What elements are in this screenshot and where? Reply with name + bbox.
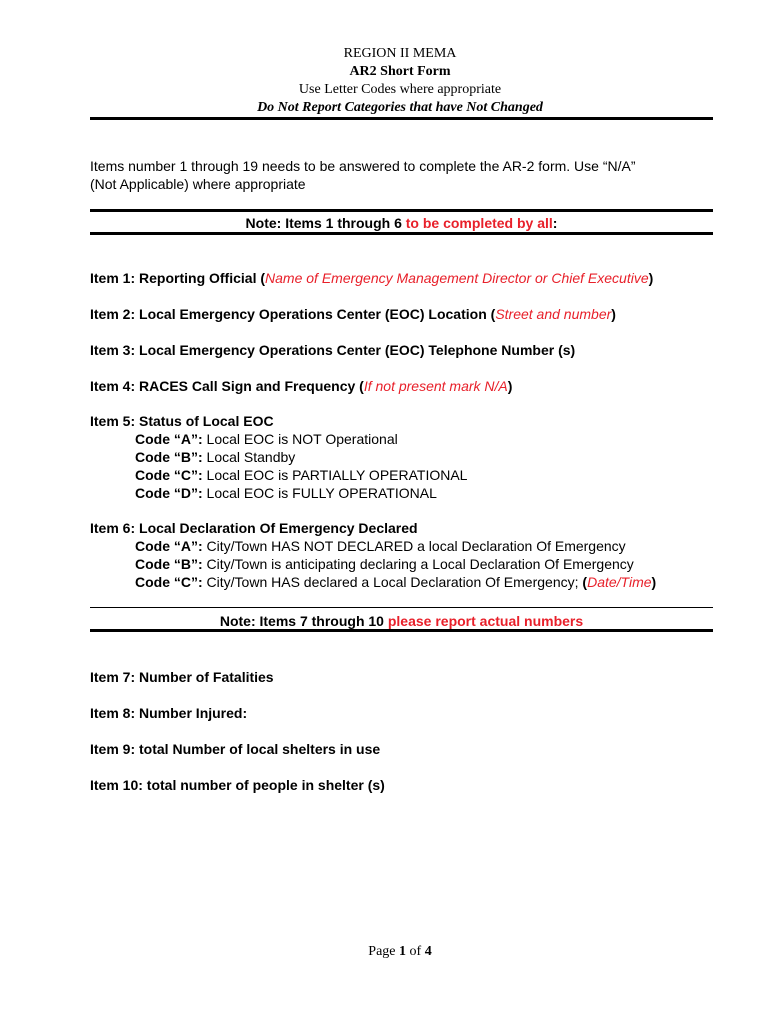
- note2: [90, 612, 713, 630]
- item-1-close: ): [648, 270, 654, 286]
- item-6-code-a: [90, 537, 656, 555]
- item-1-hint: Name of Emergency Management Director or Chief Executive: [265, 270, 649, 286]
- code-letter: Code “D”:: [135, 485, 203, 501]
- item-6-code-c: [90, 573, 656, 591]
- item-2: [90, 305, 616, 323]
- item-5-code-a: [90, 430, 467, 448]
- note1-bottom-divider: [90, 232, 713, 235]
- page-word: Page: [368, 944, 400, 959]
- note2-top-divider: [90, 607, 713, 608]
- code-text: City/Town is anticipating declaring a Local Declaration Of Emergency: [202, 556, 634, 572]
- note1-top-divider: [90, 209, 713, 212]
- code-text: Local EOC is FULLY OPERATIONAL: [202, 485, 437, 501]
- note1-highlight: to be completed by all: [405, 215, 553, 231]
- page-number: 1: [399, 944, 407, 959]
- item-5-code-c: [90, 466, 467, 484]
- item-10: Item 10: total number of people in shelter (s): [90, 777, 385, 793]
- page-total: 4: [424, 944, 432, 959]
- note1-prefix: Note: Items 1 through 6: [245, 215, 406, 231]
- item-4: [90, 377, 512, 395]
- header-warning: Do Not Report Categories that have Not Changed: [257, 100, 543, 115]
- note2-highlight: please report actual numbers: [387, 613, 584, 629]
- item-4-hint: If not present mark N/A: [363, 378, 508, 394]
- item-4-label: Item 4: RACES Call Sign and Frequency (: [90, 378, 364, 394]
- item-5-label: Item 5: Status of Local EOC: [90, 413, 274, 429]
- code-letter: Code “C”:: [135, 467, 203, 483]
- note1: [90, 214, 713, 232]
- item-6: [90, 519, 656, 591]
- item-1: [90, 269, 653, 287]
- code-text: Local Standby: [202, 449, 296, 465]
- code-open: (: [582, 574, 588, 590]
- code-letter: Code “A”:: [135, 431, 203, 447]
- code-text: City/Town HAS NOT DECLARED a local Declaration Of Emergency: [202, 538, 626, 554]
- code-letter: Code “C”:: [135, 574, 203, 590]
- item-5-code-d: [90, 484, 467, 502]
- item-7: Item 7: Number of Fatalities: [90, 669, 274, 685]
- item-9: Item 9: total Number of local shelters in use: [90, 741, 381, 757]
- code-text: Local EOC is PARTIALLY OPERATIONAL: [202, 467, 468, 483]
- page-footer: [0, 943, 770, 961]
- code-text: Local EOC is NOT Operational: [202, 431, 398, 447]
- item-4-close: ): [507, 378, 513, 394]
- item-1-label: Item 1: Reporting Official (: [90, 270, 266, 286]
- item-6-code-b: [90, 555, 656, 573]
- code-hint: Date/Time: [587, 574, 652, 590]
- item-3: Item 3: Local Emergency Operations Center (EOC) Telephone Number (s): [90, 342, 576, 358]
- item-5-code-b: [90, 448, 467, 466]
- item-2-label: Item 2: Local Emergency Operations Center (EOC) Location (: [90, 306, 496, 322]
- form-title: AR2 Short Form: [349, 64, 451, 79]
- code-text: City/Town HAS declared a Local Declaration Of Emergency;: [202, 574, 583, 590]
- code-close: ): [651, 574, 657, 590]
- of-word: of: [406, 944, 425, 959]
- intro-line-1: Items number 1 through 19 needs to be answered to complete the AR-2 form. Use “N/A”: [90, 158, 636, 174]
- header-org: REGION II MEMA: [343, 46, 457, 61]
- item-6-label: Item 6: Local Declaration Of Emergency Declared: [90, 520, 418, 536]
- item-8: Item 8: Number Injured:: [90, 705, 248, 721]
- intro-line-2: (Not Applicable) where appropriate: [90, 176, 306, 192]
- code-letter: Code “B”:: [135, 556, 203, 572]
- code-letter: Code “A”:: [135, 538, 203, 554]
- code-letter: Code “B”:: [135, 449, 203, 465]
- header-instruction: Use Letter Codes where appropriate: [298, 82, 502, 97]
- item-5: [90, 412, 467, 502]
- note2-prefix: Note: Items 7 through 10: [219, 613, 388, 629]
- item-2-hint: Street and number: [495, 306, 612, 322]
- note1-suffix: :: [552, 215, 558, 231]
- note2-bottom-divider: [90, 629, 713, 632]
- item-2-close: ): [611, 306, 616, 322]
- header-divider: [90, 117, 713, 120]
